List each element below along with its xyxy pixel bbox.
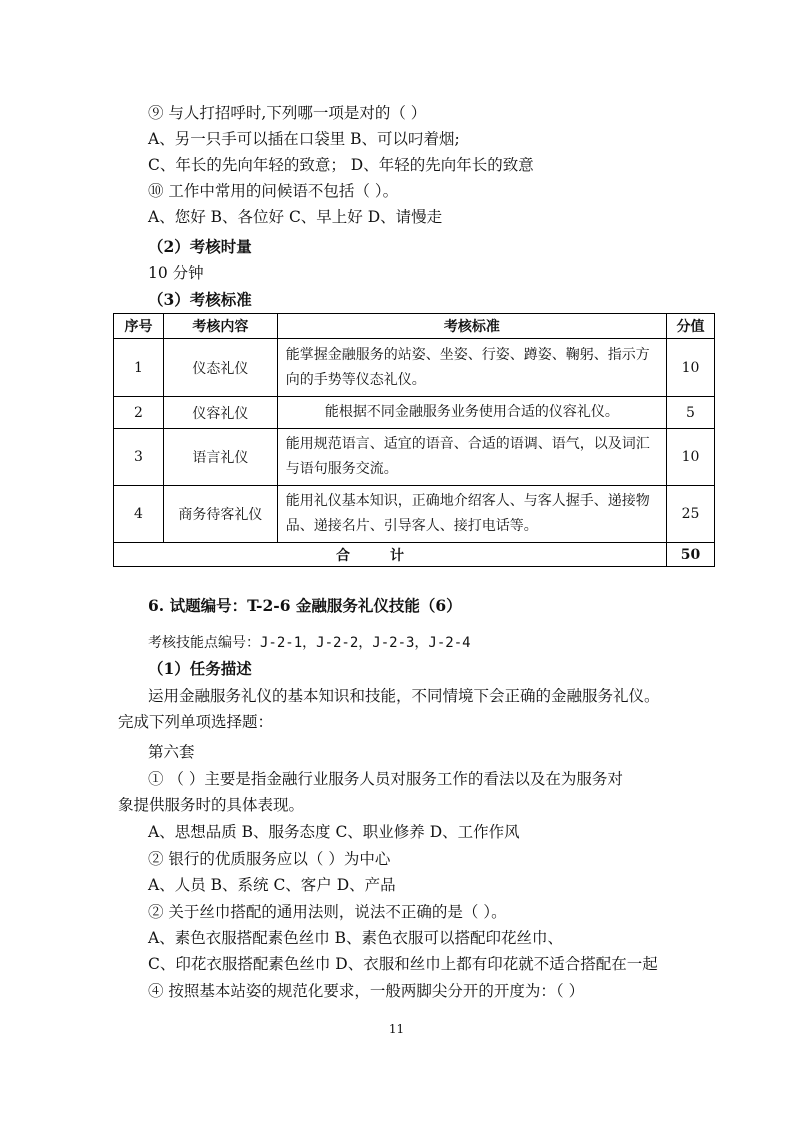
question-4: ④ 按照基本站姿的规范化要求，一般两脚尖分开的开度为：（ ）: [148, 982, 585, 1000]
table-row: [114, 397, 715, 429]
section-2-heading: （2）考核时量: [148, 237, 252, 256]
table-row: [114, 339, 715, 397]
question-1: ① （ ）主要是指金融行业服务人员对服务工作的看法以及在为服务对: [148, 770, 623, 788]
cell-score: 10: [667, 339, 715, 397]
question-2: ② 银行的优质服务应以（ ）为中心: [148, 850, 391, 868]
task-description: 运用金融服务礼仪的基本知识和技能，不同情境下会正确的金融服务礼仪。: [148, 687, 660, 705]
header-standard: 考核标准: [277, 314, 666, 339]
cell-no: 1: [114, 339, 164, 397]
section-2-value: 10 分钟: [148, 264, 204, 282]
skill-points: 考核技能点编号：J-2-1，J-2-2，J-2-3，J-2-4: [148, 635, 471, 651]
question-1-cont: 象提供服务时的具体表现。: [118, 796, 305, 814]
cell-score: 25: [667, 486, 715, 543]
total-score: 50: [667, 543, 715, 567]
question-10-options: A、您好 B、各位好 C、早上好 D、请慢走: [148, 208, 443, 226]
table-row: [114, 429, 715, 486]
question-9-options-cd: C、年长的先向年轻的致意； D、年轻的先向年长的致意: [148, 156, 534, 174]
cell-content: 语言礼仪: [163, 429, 277, 486]
header-content: 考核内容: [163, 314, 277, 339]
cell-standard: 能用规范语言、适宜的语音、合适的语调、语气，以及词汇与语句服务交流。: [277, 429, 666, 486]
cell-content: 商务待客礼仪: [163, 486, 277, 543]
table-header-row: [114, 314, 715, 339]
task-description-cont: 完成下列单项选择题：: [118, 713, 274, 731]
set-label: 第六套: [148, 743, 195, 761]
table-total-row: [114, 543, 715, 567]
table-row: [114, 486, 715, 543]
cell-no: 4: [114, 486, 164, 543]
question-2-options: A、人员 B、系统 C、客户 D、产品: [148, 876, 396, 894]
cell-standard: 能根据不同金融服务业务使用合适的仪容礼仪。: [277, 397, 666, 429]
question-3-options-cd: C、印花衣服搭配素色丝巾 D、衣服和丝巾上都有印花就不适合搭配在一起: [148, 955, 658, 973]
cell-standard: 能用礼仪基本知识，正确地介绍客人、与客人握手、递接物品、递接名片、引导客人、接打电话等。: [277, 486, 666, 543]
question-3: ② 关于丝巾搭配的通用法则，说法不正确的是（ ）。: [148, 903, 507, 921]
header-no: 序号: [114, 314, 164, 339]
cell-score: 10: [667, 429, 715, 486]
section-3-heading: （3）考核标准: [148, 290, 252, 309]
question-9-options-ab: A、另一只手可以插在口袋里 B、可以叼着烟;: [148, 130, 460, 148]
assessment-table: [113, 313, 715, 567]
total-label: 合计: [114, 543, 667, 567]
task-heading: （1）任务描述: [148, 659, 252, 678]
header-score: 分值: [667, 314, 715, 339]
question-9: ⑨ 与人打招呼时,下列哪一项是对的（ ）: [148, 104, 427, 122]
item-6-title: 6. 试题编号：T-2-6 金融服务礼仪技能（6）: [148, 596, 462, 615]
question-3-options-ab: A、素色衣服搭配素色丝巾 B、素色衣服可以搭配印花丝巾、: [148, 929, 564, 947]
cell-content: 仪态礼仪: [163, 339, 277, 397]
cell-no: 2: [114, 397, 164, 429]
cell-score: 5: [667, 397, 715, 429]
cell-standard: 能掌握金融服务的站姿、坐姿、行姿、蹲姿、鞠躬、指示方向的手势等仪态礼仪。: [277, 339, 666, 397]
cell-content: 仪容礼仪: [163, 397, 277, 429]
question-10: ⑩ 工作中常用的问候语不包括（ ）。: [148, 182, 399, 200]
question-1-options: A、思想品质 B、服务态度 C、职业修养 D、工作作风: [148, 823, 520, 841]
cell-no: 3: [114, 429, 164, 486]
page-number: 11: [388, 1022, 405, 1036]
